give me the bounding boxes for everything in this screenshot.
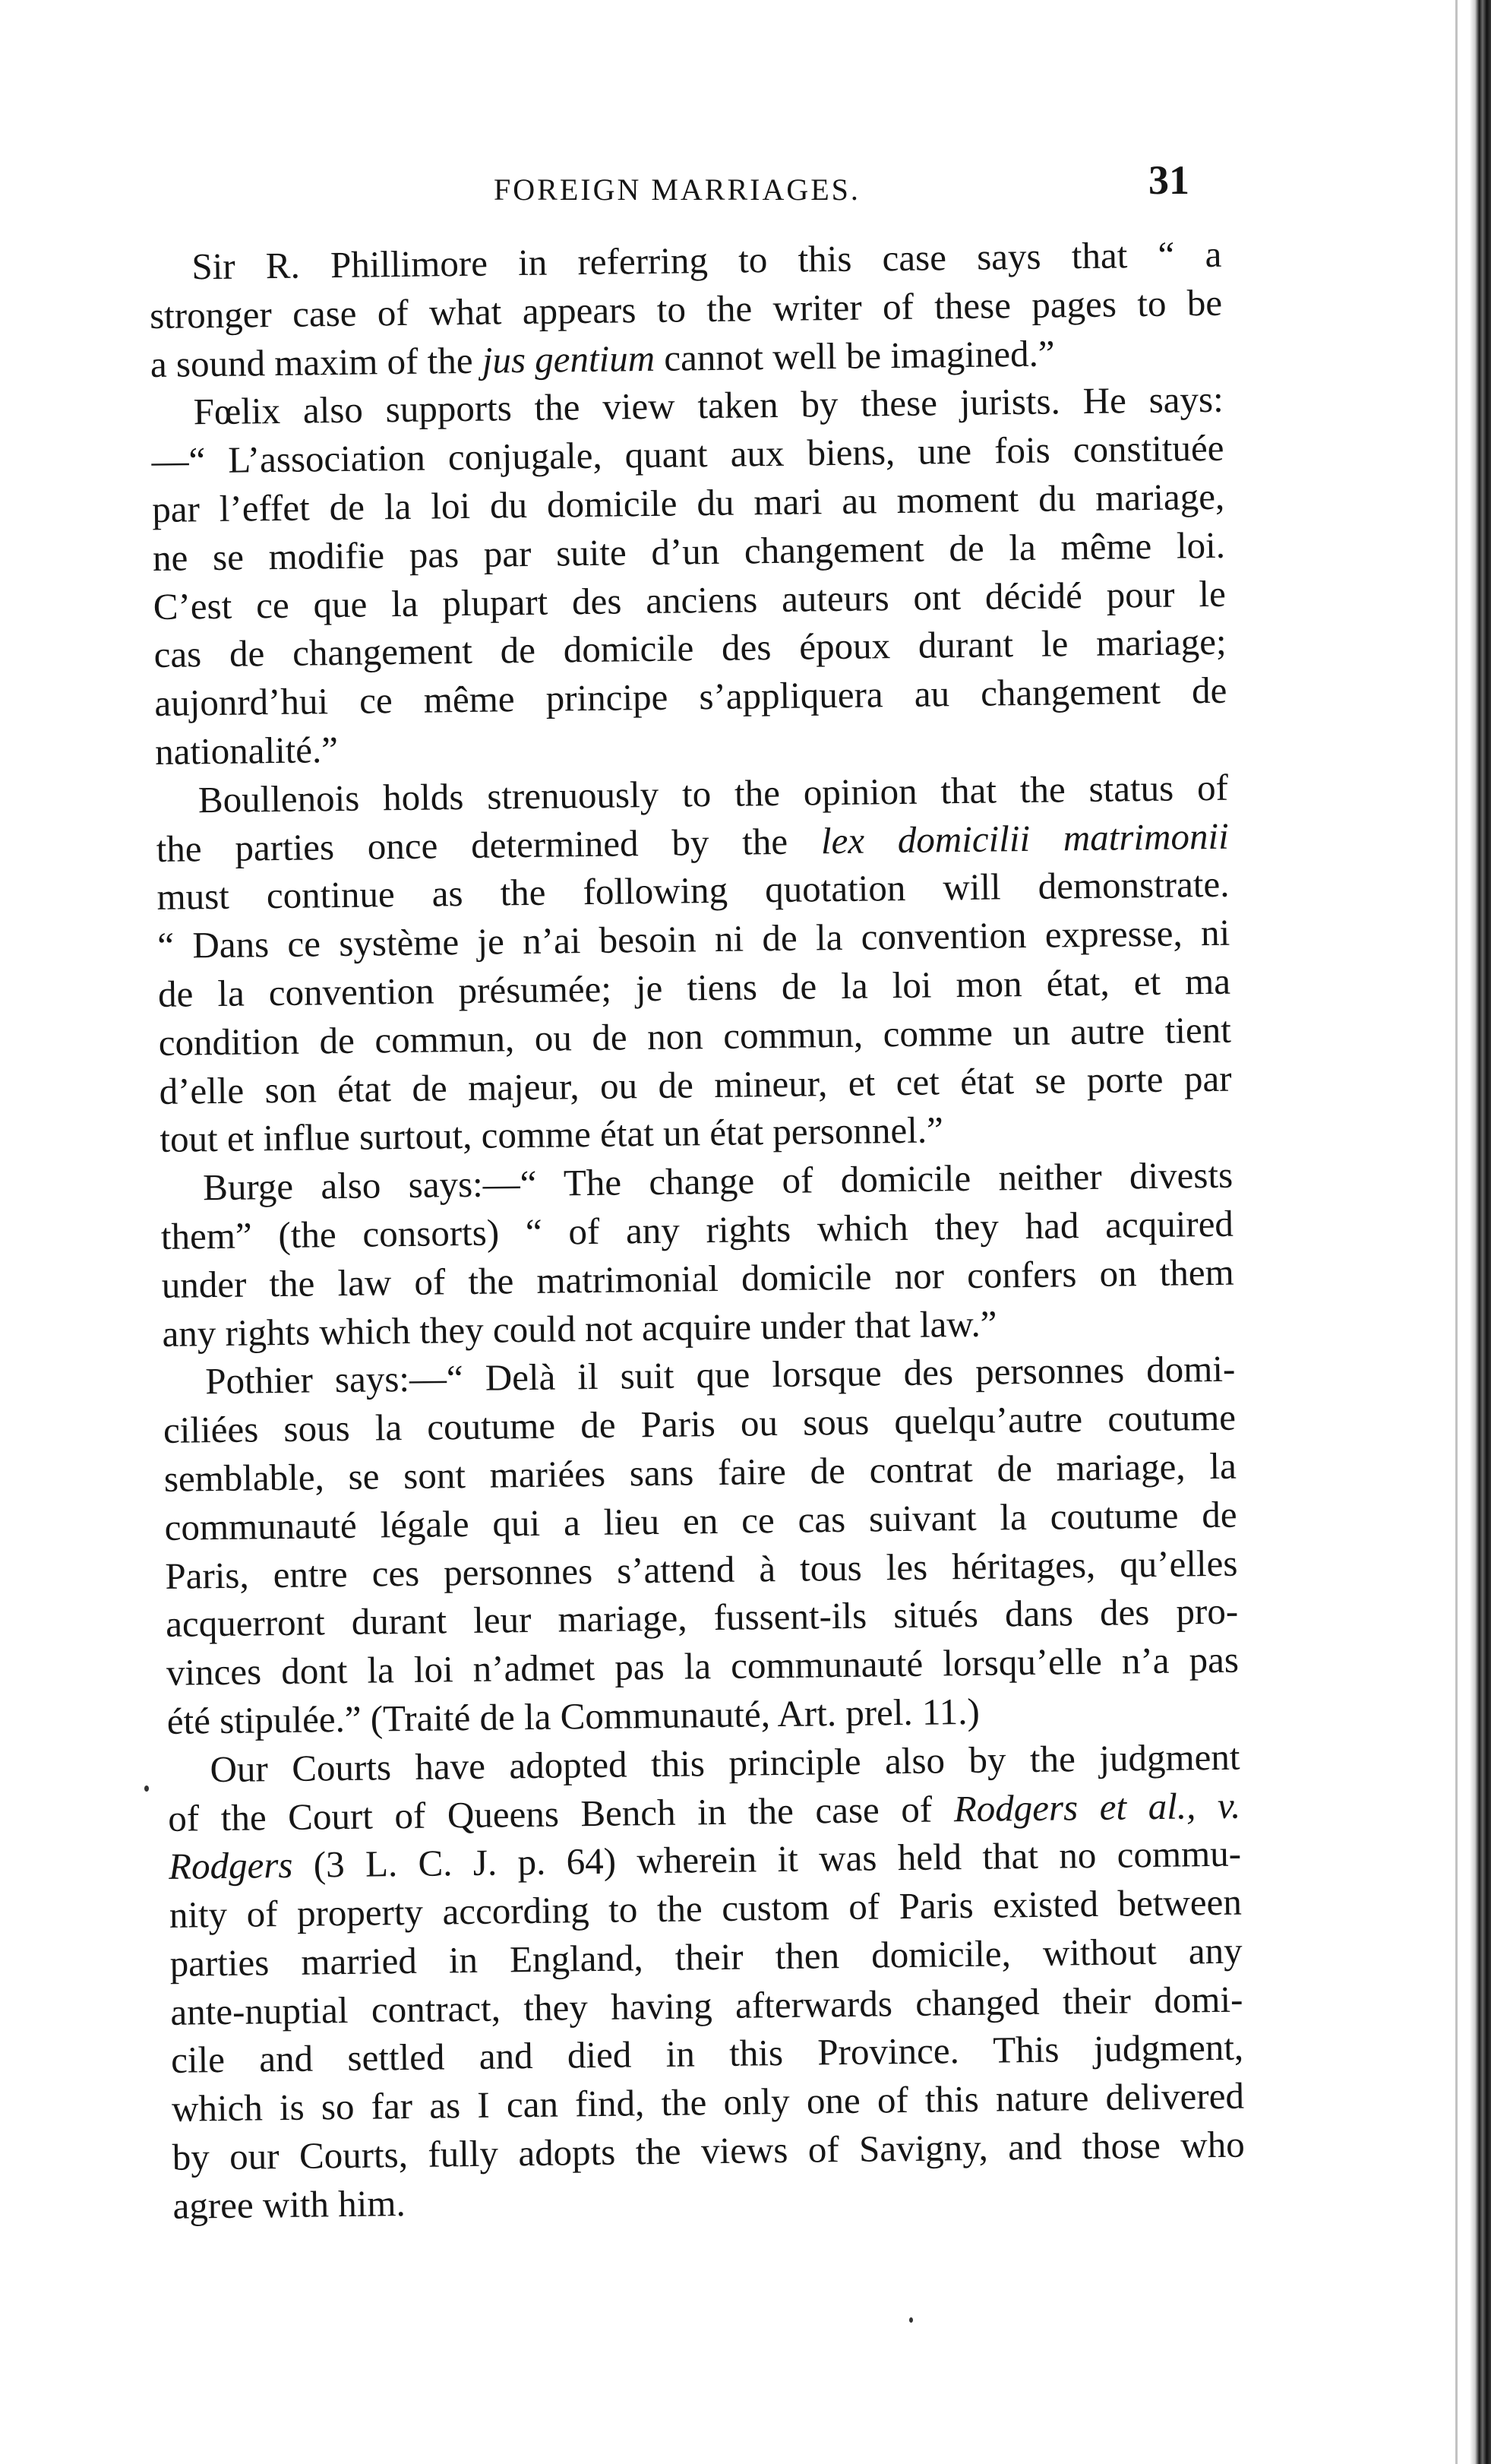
italic-term: Rodgers et al., v. bbox=[953, 1784, 1241, 1830]
text-line: cile and settled and died in this Province. This judgment, bbox=[170, 2026, 1244, 2082]
text-line: nity of property according to the custom of Paris existed between bbox=[169, 1880, 1243, 1936]
text-line: of the Court of Queens Bench in the case of Rodgers et al., v. bbox=[167, 1784, 1241, 1839]
paragraph bbox=[149, 230, 1223, 389]
text-line: —“ L’association conjugale, quant aux biens, une fois constituée bbox=[151, 426, 1224, 482]
text-line: ante-nuptial contract, they having afterwards changed their domi- bbox=[170, 1978, 1243, 2033]
paragraph bbox=[167, 1732, 1246, 2230]
text-line: de la convention présumée; je tiens de la loi mon état, et ma bbox=[157, 960, 1231, 1015]
body-text bbox=[149, 230, 1246, 2231]
text-line: stronger case of what appears to the writer of these pages to be bbox=[149, 281, 1223, 337]
text-line: Sir R. Phillimore in referring to this case says that “ a bbox=[191, 232, 1222, 288]
page-number: 31 bbox=[1148, 157, 1189, 203]
page-gutter-shadow bbox=[1455, 0, 1458, 2464]
text-line: under the law of the matrimonial domicile nor confers on them bbox=[161, 1251, 1234, 1306]
paragraph bbox=[156, 763, 1233, 1164]
text-line: Pothier says:—“ Delà il suit que lorsque des personnes domi- bbox=[204, 1347, 1236, 1403]
text-line: any rights which they could not acquire under that law.” bbox=[162, 1302, 997, 1355]
italic-term: lex domicilii matrimonii bbox=[820, 814, 1229, 862]
italic-term: jus gentium bbox=[482, 337, 655, 381]
text-line: Burge also says:—“ The change of domicile neither divests bbox=[202, 1153, 1234, 1209]
text-line: condition de commun, ou de non commun, comme un autre tient bbox=[158, 1008, 1232, 1064]
running-title: FOREIGN MARRIAGES. bbox=[494, 172, 861, 207]
text-line: C’est ce que la plupart des anciens auteurs ont décidé pour le bbox=[153, 572, 1227, 628]
text-line: vinces dont la loi n’admet pas la communauté lorsqu’elle n’a pas bbox=[166, 1638, 1240, 1694]
paragraph bbox=[160, 1151, 1235, 1358]
text-line: d’elle son état de majeur, ou de mineur, et cet état se porte par bbox=[159, 1057, 1232, 1112]
text-line: été stipulée.” (Traité de la Communauté, Art. prel. 11.) bbox=[166, 1690, 981, 1742]
book-spine-edge bbox=[1470, 0, 1491, 2464]
text-line: Paris, entre ces personnes s’attend à tous les héritages, qu’elles bbox=[165, 1542, 1238, 1597]
ink-speck bbox=[144, 1786, 149, 1792]
text-line: Fœlix also supports the view taken by these jurists. He says: bbox=[193, 378, 1224, 433]
text-line: the parties once determined by the lex domicilii matrimonii bbox=[156, 814, 1229, 870]
paragraph bbox=[150, 375, 1227, 777]
ink-speck bbox=[909, 2317, 913, 2323]
text-line: ne se modifie pas par suite d’un changement de la même loi. bbox=[152, 523, 1226, 579]
italic-term: Rodgers bbox=[168, 1844, 293, 1888]
text-line: ciliées sous la coutume de Paris ou sous quelqu’autre coutume bbox=[163, 1396, 1237, 1452]
text-line: semblable, se sont mariées sans faire de contrat de mariage, la bbox=[163, 1444, 1237, 1500]
text-line: a sound maxim of the jus gentium cannot well be imagined.” bbox=[150, 332, 1055, 385]
text-line: by our Courts, fully adopts the views of Savigny, and those who bbox=[172, 2123, 1246, 2178]
text-line: cas de changement de domicile des époux durant le mariage; bbox=[153, 621, 1227, 676]
text-line: Boullenois holds strenuously to the opinion that the status of bbox=[197, 766, 1229, 821]
text-line: communauté légale qui a lieu en ce cas suivant la coutume de bbox=[164, 1493, 1237, 1548]
text-line: tout et influe surtout, comme état un état personnel.” bbox=[160, 1109, 944, 1161]
text-line: Our Courts have adopted this principle also by the judgment bbox=[210, 1735, 1240, 1790]
text-line: which is so far as I can find, the only one of this nature delivered bbox=[171, 2074, 1245, 2130]
text-line: them” (the consorts) “ of any rights which they had acquired bbox=[160, 1202, 1234, 1257]
text-line: acquerront durant leur mariage, fussent-ils situés dans des pro- bbox=[165, 1589, 1239, 1646]
text-line: nationalité.” bbox=[154, 728, 339, 773]
text-line: par l’effet de la loi du domicile du mari au moment du mariage, bbox=[151, 475, 1225, 530]
text-line: Rodgers (3 L. C. J. p. 64) wherein it was held that no commu- bbox=[168, 1832, 1242, 1888]
text-line: aujonrd’hui ce même principe s’appliquera au changement de bbox=[154, 669, 1227, 725]
paragraph bbox=[163, 1345, 1240, 1746]
text-line: parties married in England, their then domicile, without any bbox=[169, 1929, 1243, 1985]
text-line: agree with him. bbox=[172, 2181, 406, 2227]
text-line: must continue as the following quotation will demonstrate. bbox=[156, 863, 1230, 919]
text-line: “ Dans ce système je n’ai besoin ni de la convention expresse, ni bbox=[156, 911, 1230, 967]
